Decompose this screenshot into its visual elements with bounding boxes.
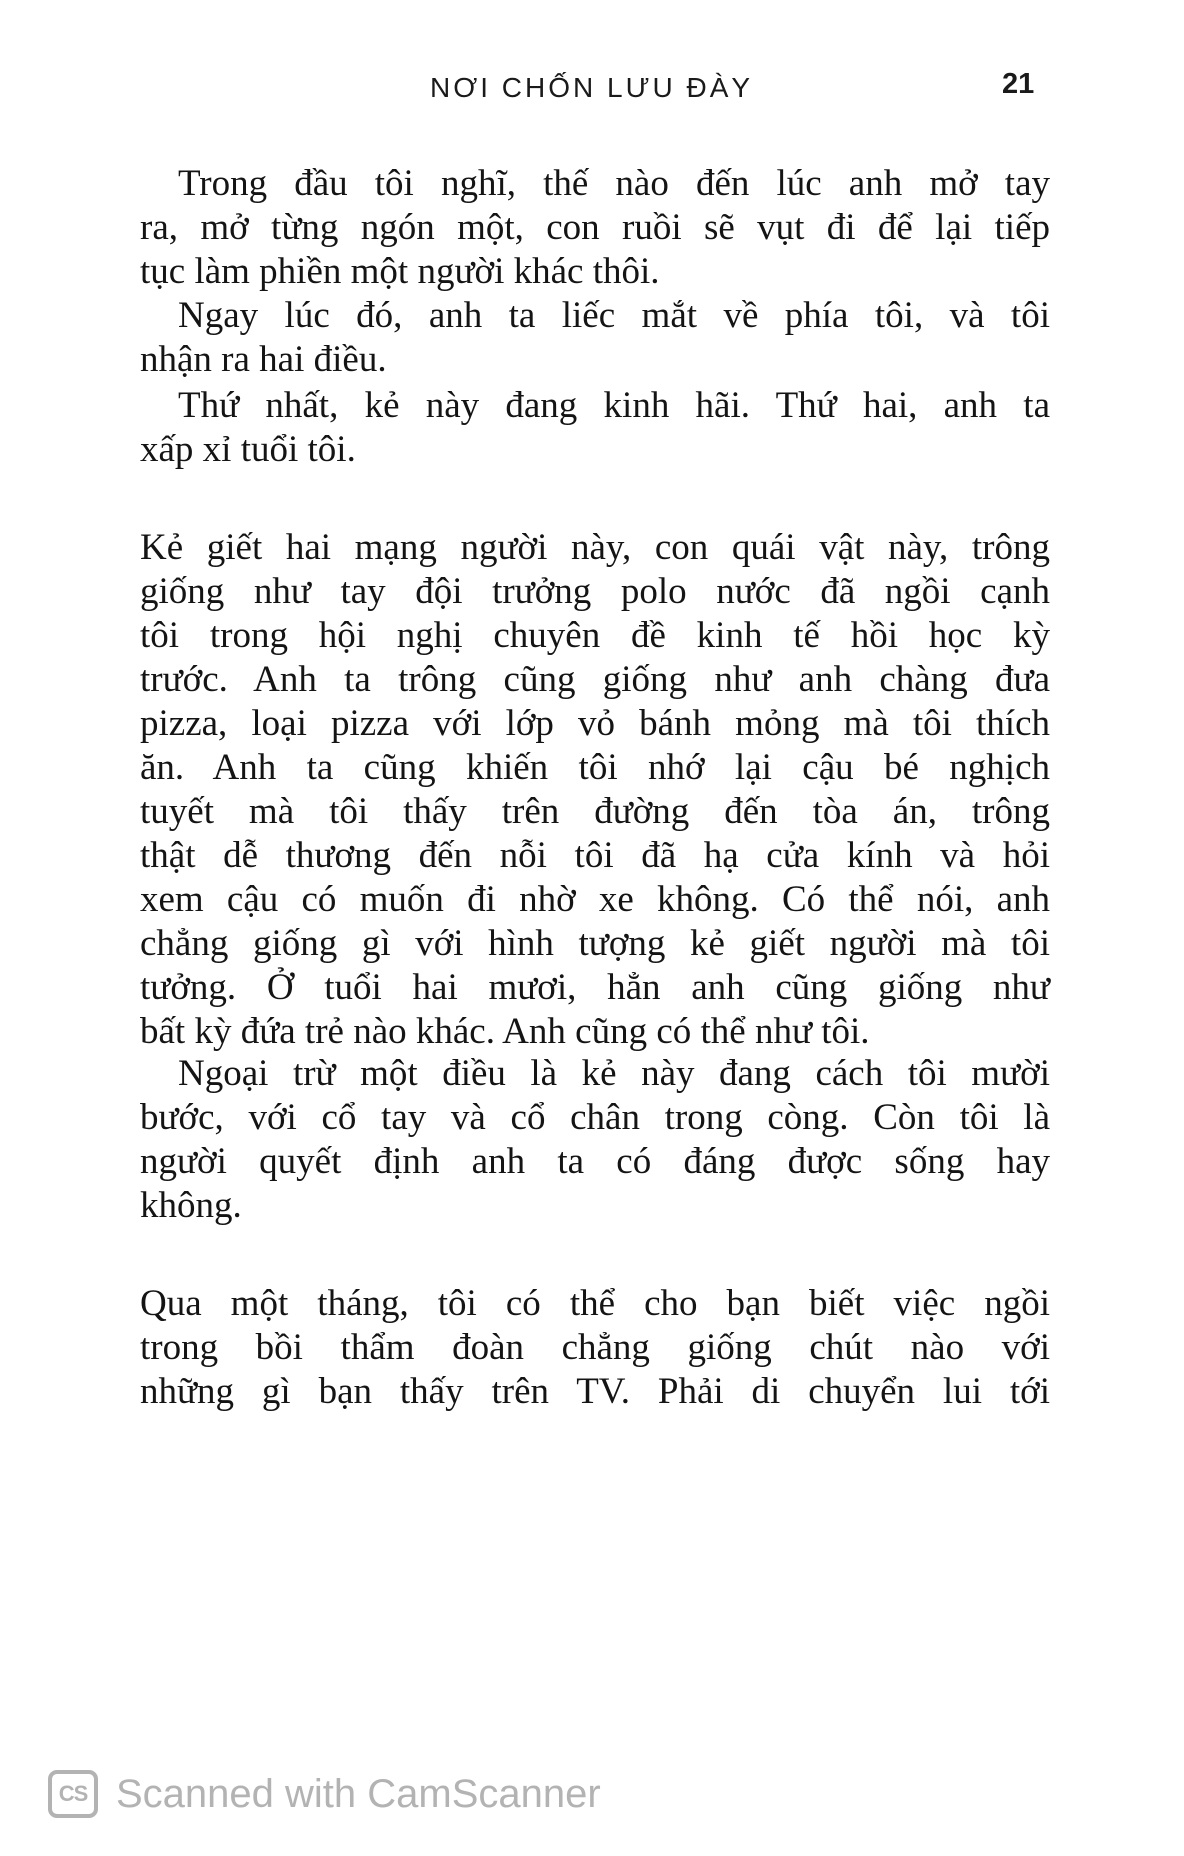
text-line: không. [140,1185,242,1226]
text-line: bất kỳ đứa trẻ nào khác. Anh cũng có thể như tôi. [140,1011,870,1052]
text-line: xấp xỉ tuổi tôi. [140,429,356,470]
camscanner-logo-icon: CS [48,1770,98,1818]
text-line: những gì bạn thấy trên TV. Phải di chuyển lui tới [140,1371,1050,1412]
text-line: chẳng giống gì với hình tượng kẻ giết người mà tôi [140,923,1050,964]
text-line: Thứ nhất, kẻ này đang kinh hãi. Thứ hai, anh ta [178,385,1050,426]
camscanner-watermark [48,1766,748,1826]
page-number: 21 [1002,68,1035,100]
text-line: ăn. Anh ta cũng khiến tôi nhớ lại cậu bé nghịch [140,747,1050,788]
text-line: tôi trong hội nghị chuyên đề kinh tế hồi học kỳ [140,615,1050,656]
text-line: Trong đầu tôi nghĩ, thế nào đến lúc anh mở tay [178,163,1050,204]
text-line: ra, mở từng ngón một, con ruồi sẽ vụt đi để lại tiếp [140,207,1050,248]
text-line: Ngay lúc đó, anh ta liếc mắt về phía tôi, và tôi [178,295,1050,336]
text-line: thật dễ thương đến nỗi tôi đã hạ cửa kính và hỏi [140,835,1050,876]
page-header [0,68,1184,112]
text-line: trước. Anh ta trông cũng giống như anh chàng đưa [140,659,1050,700]
text-line: xem cậu có muốn đi nhờ xe không. Có thể nói, anh [140,879,1050,920]
running-title: NƠI CHỐN LƯU ĐÀY [430,72,754,103]
watermark-text: Scanned with CamScanner [116,1772,601,1816]
text-line: pizza, loại pizza với lớp vỏ bánh mỏng mà tôi thích [140,703,1050,744]
text-line: tuyết mà tôi thấy trên đường đến tòa án, trông [140,791,1050,832]
text-line: nhận ra hai điều. [140,339,387,380]
text-line: Qua một tháng, tôi có thể cho bạn biết việc ngồi [140,1283,1050,1324]
text-line: Kẻ giết hai mạng người này, con quái vật này, trông [140,527,1050,568]
text-line: Ngoại trừ một điều là kẻ này đang cách tôi mười [178,1053,1050,1094]
text-line: tục làm phiền một người khác thôi. [140,251,660,292]
text-line: người quyết định anh ta có đáng được sống hay [140,1141,1050,1182]
text-line: giống như tay đội trưởng polo nước đã ngồi cạnh [140,571,1050,612]
text-line: bước, với cổ tay và cổ chân trong còng. Còn tôi là [140,1097,1050,1138]
text-line: trong bồi thẩm đoàn chẳng giống chút nào với [140,1327,1050,1368]
text-line: tưởng. Ở tuổi hai mươi, hẳn anh cũng giống như [140,967,1050,1008]
